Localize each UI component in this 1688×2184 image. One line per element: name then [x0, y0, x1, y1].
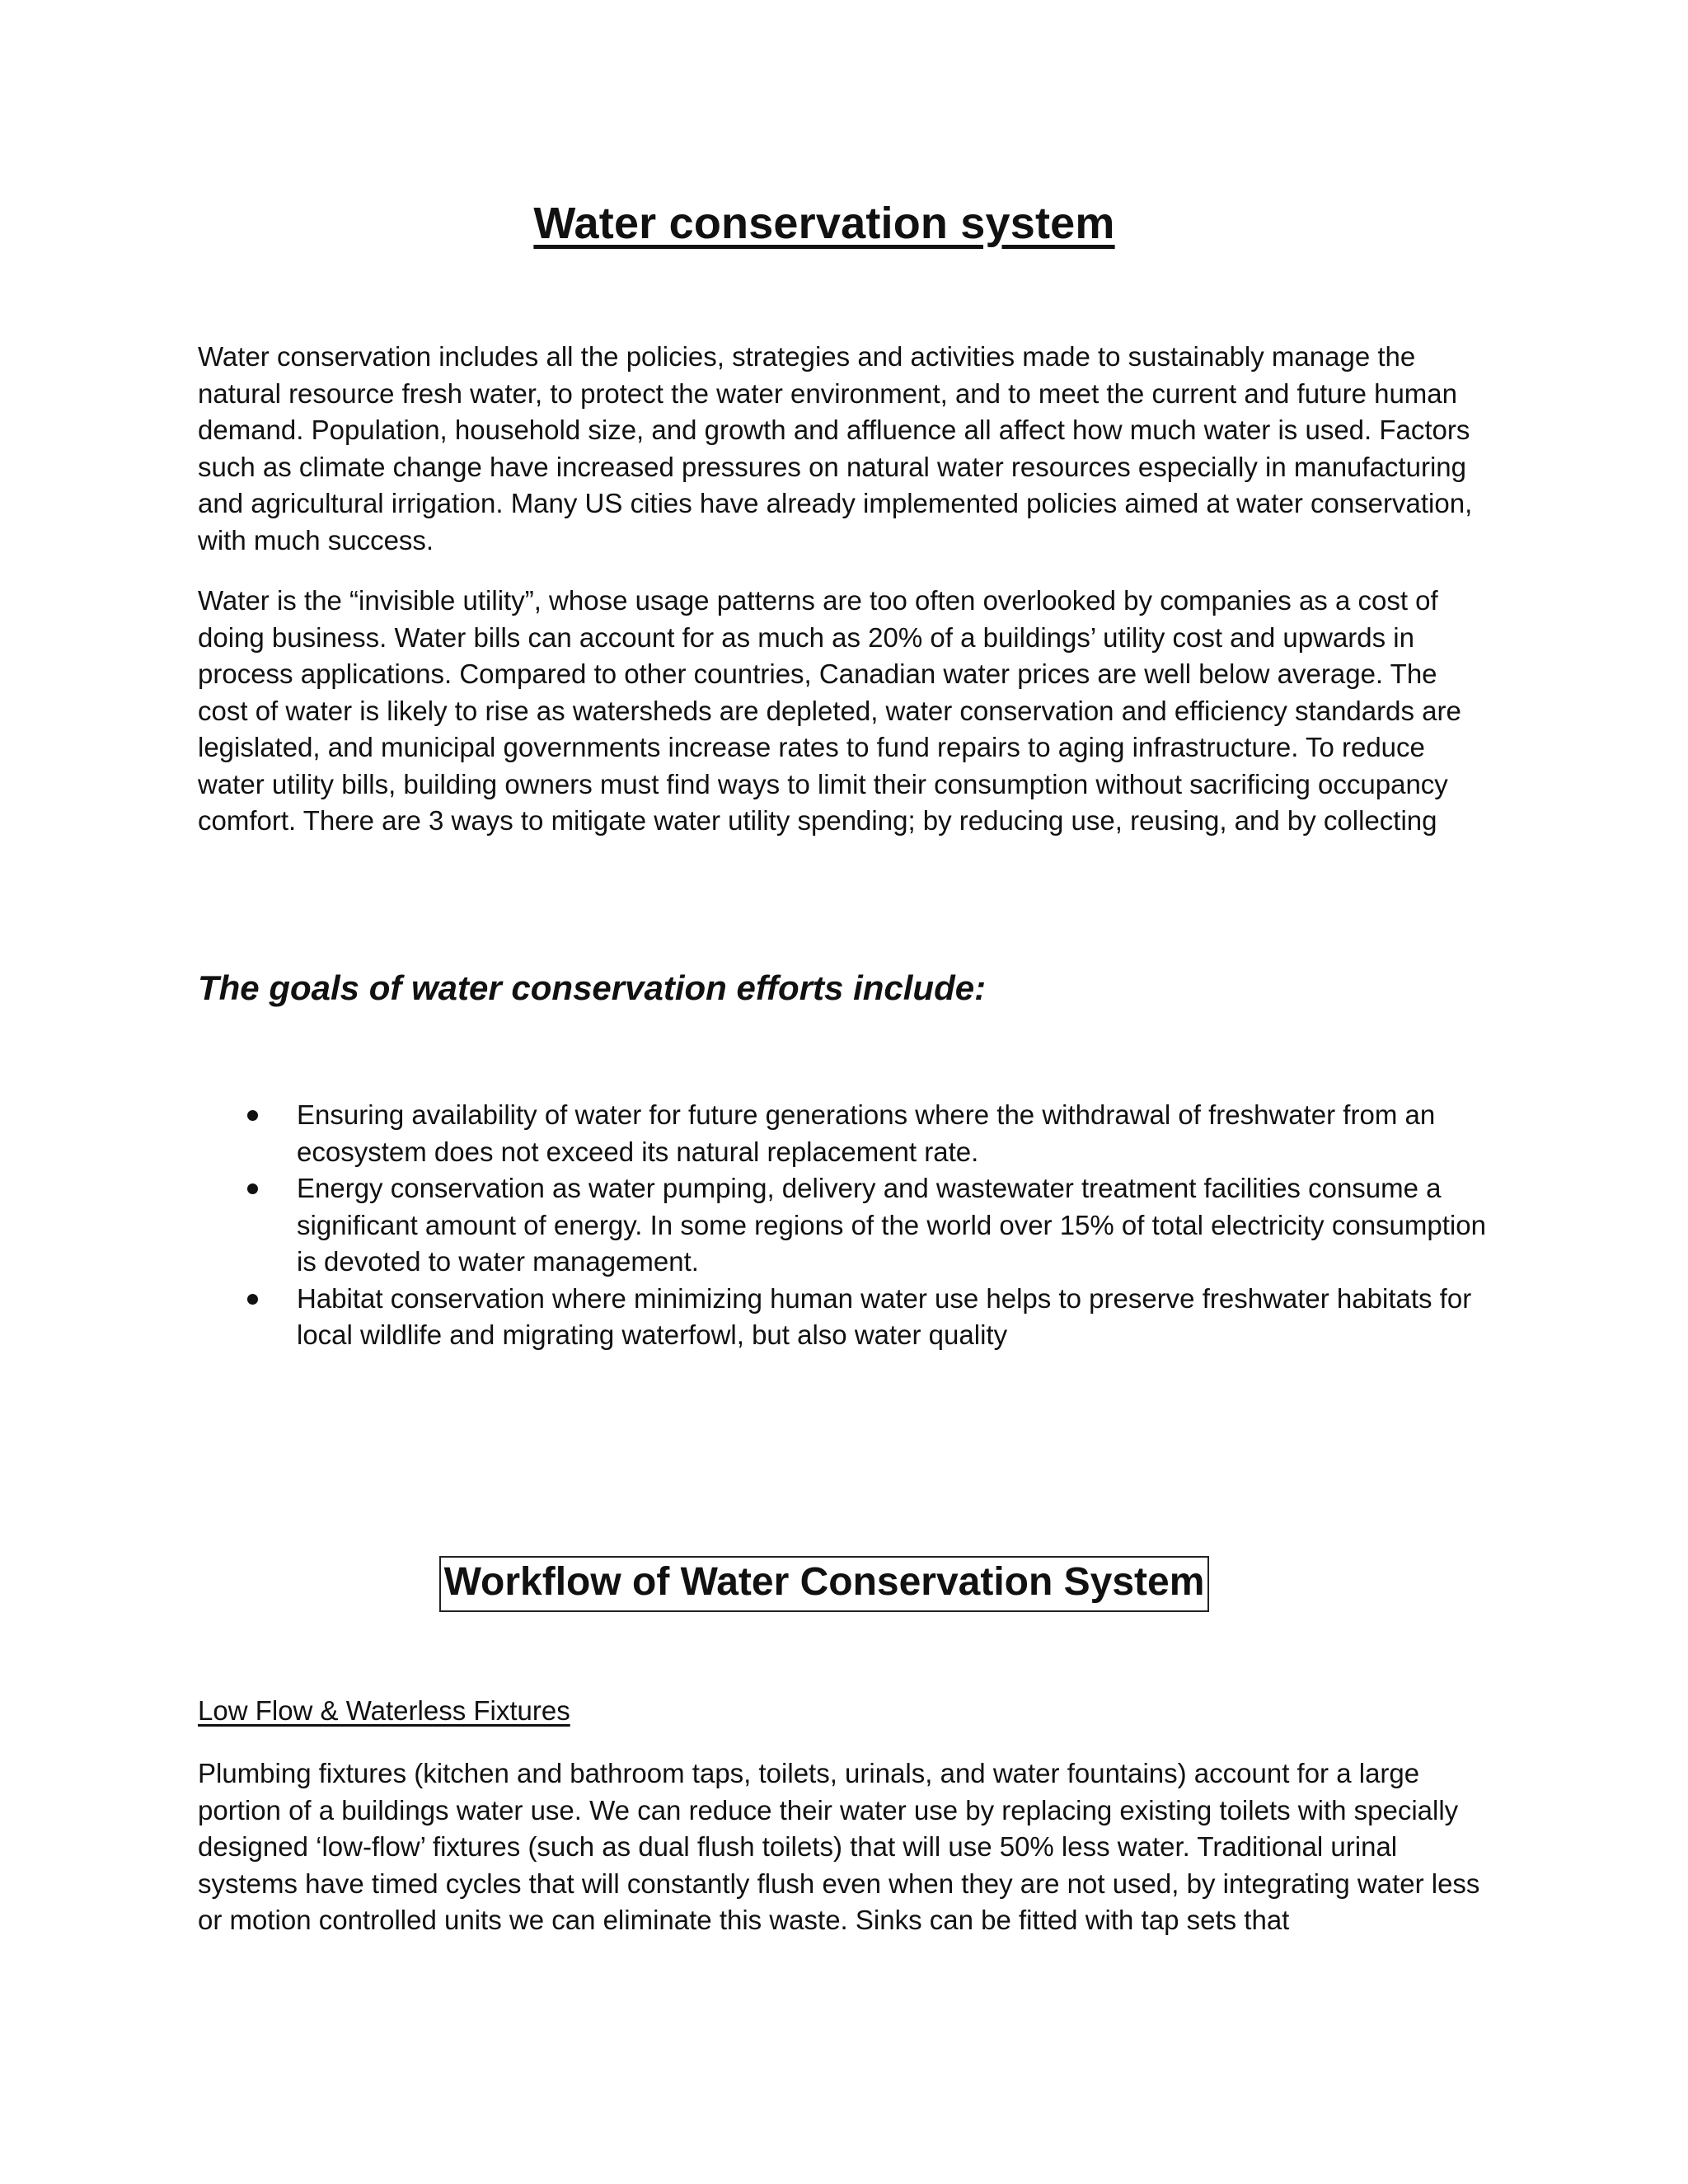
- bullet-icon: [247, 1294, 258, 1305]
- bullet-icon: [247, 1183, 258, 1194]
- goal-item: [198, 1281, 1492, 1354]
- invisible-utility-paragraph: Water is the “invisible utility”, whose usage patterns are too often overlooked by companies as a cost of doing business. Water bills can account for as much as 20% of a buildings’ utility cost and upwards in process applications. Compared to other countries, Canadian water prices are well below average. The cost of water is likely to rise as watersheds are depleted, water conservation and efficiency standards are legislated, and municipal governments increase rates to fund repairs to aging infrastructure. To reduce water utility bills, building owners must find ways to limit their consumption without sacrificing occupancy comfort. There are 3 ways to mitigate water utility spending; by reducing use, reusing, and by collecting: [198, 585, 1461, 836]
- goal-item: [198, 1097, 1492, 1170]
- plumbing-fixtures-paragraph: Plumbing fixtures (kitchen and bathroom taps, toilets, urinals, and water fountains) account for a large portion of a buildings water use. We can reduce their water use by replacing existing toilets with specially designed ‘low-flow’ fixtures (such as dual flush toilets) that will use 50% less water. Traditional urinal systems have timed cycles that will constantly flush even when they are not used, by integrating water less or motion controlled units we can eliminate this waste. Sinks can be fitted with tap sets that: [198, 1758, 1480, 1935]
- workflow-title: Workflow of Water Conservation System: [439, 1556, 1210, 1612]
- document-title: Water conservation system: [533, 199, 1115, 248]
- goal-text: Habitat conservation where minimizing human water use helps to preserve freshwater habitats for local wildlife and migrating waterfowl, but also water quality: [297, 1282, 1472, 1350]
- goal-text: Ensuring availability of water for future generations where the withdrawal of freshwater from an ecosystem does not exceed its natural replacement rate.: [297, 1099, 1436, 1167]
- bullet-icon: [247, 1110, 258, 1121]
- goal-text: Energy conservation as water pumping, delivery and wastewater treatment facilities consume a significant amount of energy. In some regions of the world over 15% of total electricity consumption is devoted to water management.: [297, 1173, 1486, 1277]
- low-flow-subheading: Low Flow & Waterless Fixtures: [198, 1695, 570, 1726]
- goals-list: [198, 1097, 1492, 1354]
- intro-paragraph: Water conservation includes all the policies, strategies and activities made to sustainably manage the natural resource fresh water, to protect the water environment, and to meet the current and future human demand. Population, household size, and growth and affluence all affect how much water is used. Factors such as climate change have increased pressures on natural water resources especially in manufacturing and agricultural irrigation. Many US cities have already implemented policies aimed at water conservation, with much success.: [198, 341, 1473, 555]
- goal-item: [198, 1170, 1492, 1281]
- goals-heading: The goals of water conservation efforts include:: [198, 968, 987, 1007]
- workflow-title-wrapper: [0, 1556, 1648, 1612]
